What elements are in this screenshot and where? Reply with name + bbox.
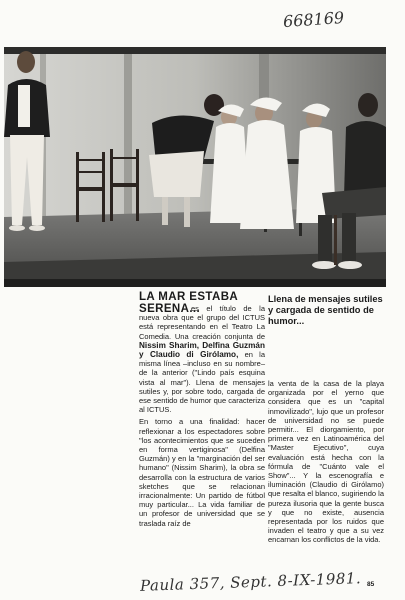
subheadline: Llena de mensajes sutiles y cargada de sentido de humor... — [268, 294, 383, 326]
stage-photo — [4, 47, 386, 287]
article-column-right — [268, 379, 384, 548]
headline: LA MAR ESTABA SERENA... — [139, 291, 238, 315]
article-intro: es el título de la nueva obra que el grupo del ICTUS está representando en el Teatro La Comedia. Una creación conjunta de — [139, 304, 265, 341]
handwritten-source-note: Paula 357, Sept. 8-IX-1981. — [139, 569, 362, 595]
article-paragraph-3: la venta de la casa de la playa organizada por el yerno que considera que es un "capital inmovilizado", lujo que un profesor de universidad no se puede permitir... El diorgamiento, por primera vez en Latinoamérica del "Master Ejecutivo", cuya evaluación está hecha con la fórmula de "Cuánto vale el Show"... Y la escenografía e iluminación (Claudio di Girólamo) que resalta el blanco, sugiriendo la pureza ilusoria que la gente busca y que no existe, ausencia representada por los ruidos que invaden el teatro y que a su vez encarnan los conflictos de la vida. — [268, 379, 384, 545]
article-column-left — [139, 304, 265, 531]
article-authors: Nissim Sharim, Delfina Guzmán y Claudio di Girólamo, — [139, 340, 265, 360]
article-paragraph-1-rest: en la misma línea –incluso en su nombre– de la anterior ("Lindo país esquina vista al mar"). Llena de mensajes sutiles y, por sobre todo, cargada de ese sentido de humor que caracteriza al ICTUS. — [139, 350, 265, 415]
page-number: 85 — [367, 581, 375, 588]
article-paragraph-1 — [139, 304, 265, 414]
handwritten-archive-number: 668169 — [282, 7, 345, 32]
article-paragraph-2: En torno a una finalidad: hacer reflexionar a los espectadores sobre "los acontecimientos que se suceden en forma vertiginosa" (Delfina Guzmán) y en la "marginación del ser humano" (Nissim Sharim), la obra se desarrolla con la estructura de varios sketches que se relacionan irracionalmente: Un partido de fútbol muy particular... La vida familiar de un profesor de universidad que se traslada raíz de — [139, 417, 265, 528]
